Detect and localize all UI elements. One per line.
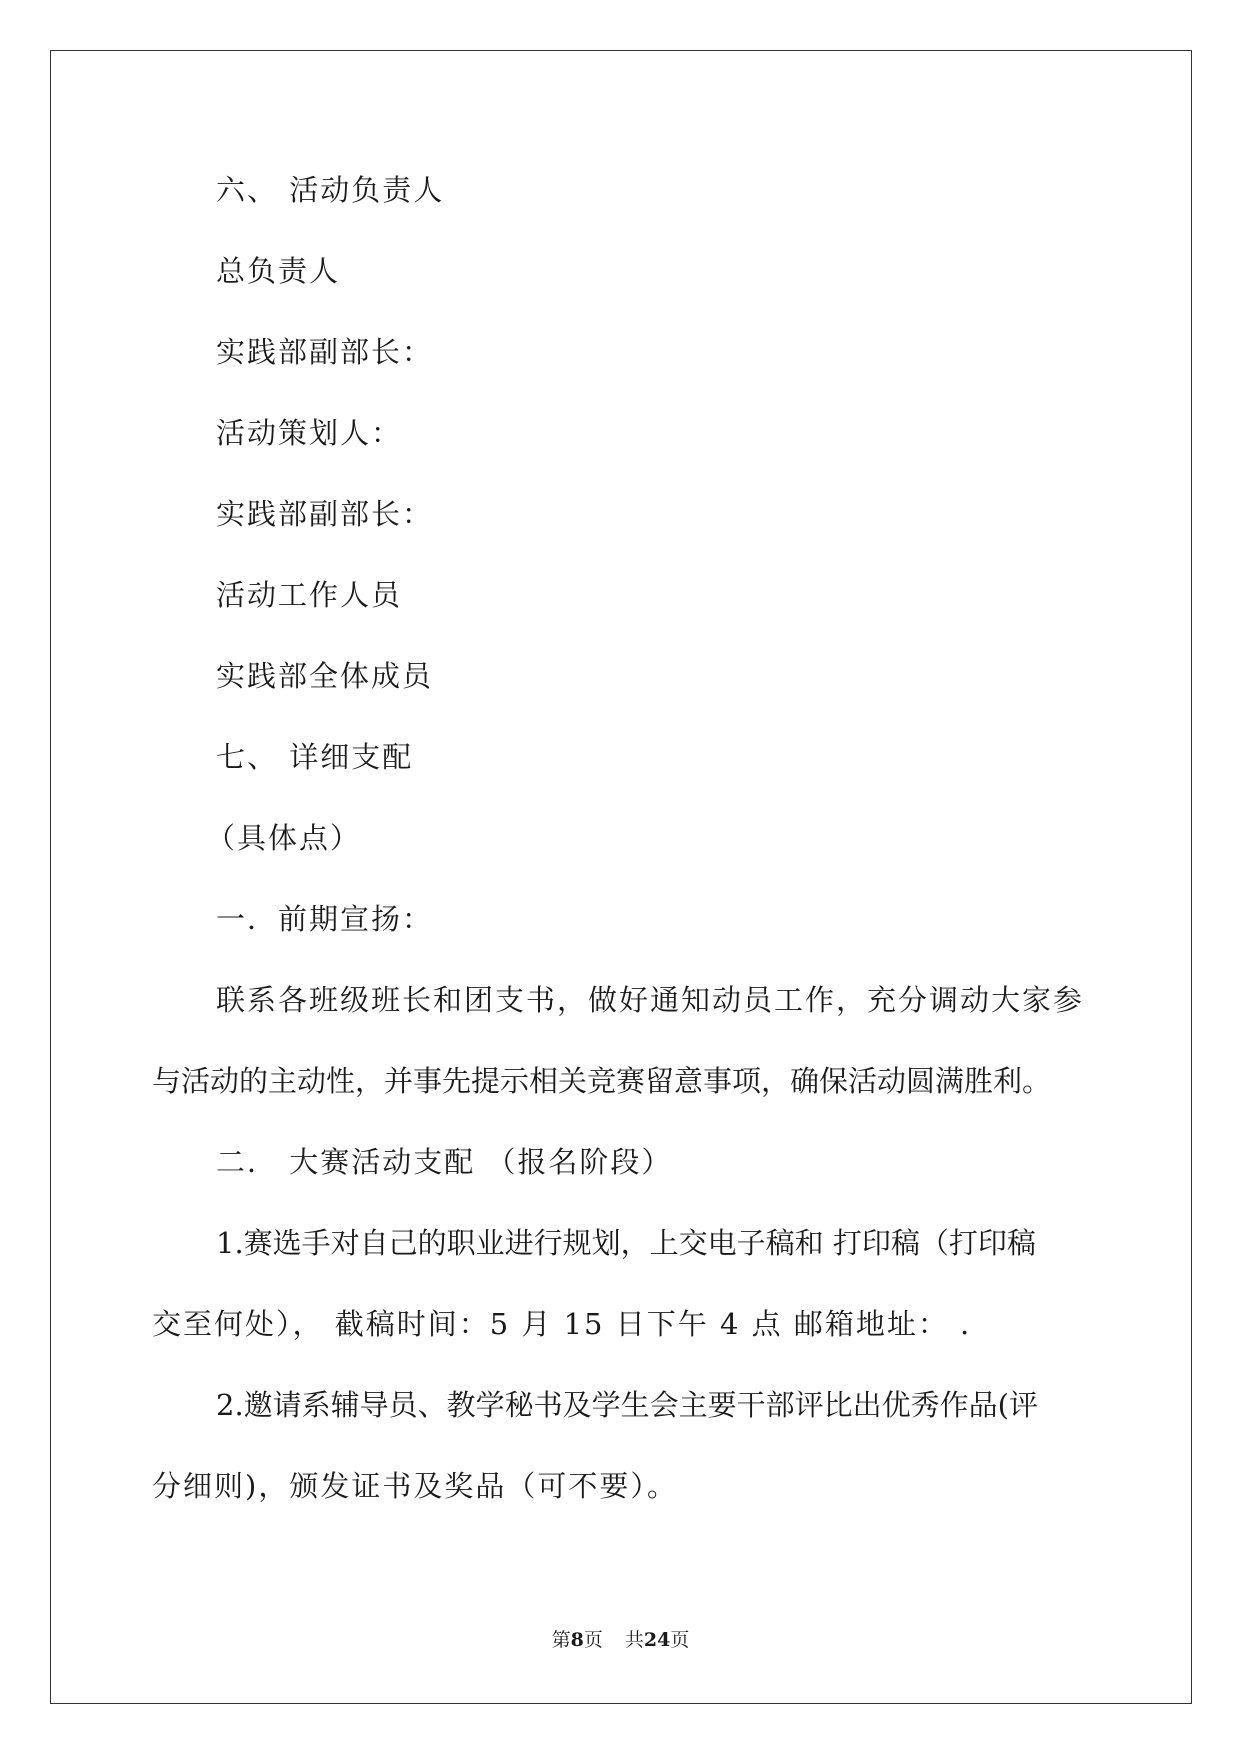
paragraph-line: 交至何处）， 截稿时间：5 月 15 日下午 4 点 邮箱地址： . [152, 1307, 972, 1341]
text-line: 实践部副部长： [216, 335, 434, 369]
footer-total-suffix: 页 [670, 1629, 690, 1651]
text-line: 实践部副部长： [216, 497, 434, 531]
subheading-1: 一．前期宣扬： [216, 902, 434, 936]
section-heading-6: 六、 活动负责人 [216, 173, 445, 207]
subheading-2: 二． 大赛活动支配 （报名阶段） [216, 1145, 673, 1179]
paragraph-line: 分细则)，颁发证书及奖品（可不要）。 [152, 1469, 678, 1503]
paragraph-line: 2.邀请系辅导员、教学秘书及学生会主要干部评比出优秀作品(评 [216, 1388, 1038, 1422]
footer-total-prefix: 共 [624, 1629, 644, 1651]
section-heading-7: 七、 详细支配 [216, 740, 414, 774]
page-border [50, 50, 1192, 1704]
text-line: 活动策划人： [216, 416, 403, 450]
footer-page-number: 8 [570, 1629, 584, 1651]
footer-total-pages: 24 [643, 1629, 671, 1651]
text-line: 活动工作人员 [216, 578, 403, 612]
paragraph-line: 联系各班级班长和团支书，做好通知动员工作，充分调动大家参 [216, 983, 1085, 1017]
page-footer [0, 1627, 1241, 1653]
text-line: 总负责人 [216, 254, 341, 288]
text-line: （具体点） [206, 821, 362, 855]
footer-page-suffix: 页 [583, 1629, 603, 1651]
footer-page-prefix: 第 [551, 1629, 571, 1651]
paragraph-line: 与活动的主动性，并事先提示相关竞赛留意事项，确保活动圆满胜利。 [152, 1064, 1052, 1098]
text-line: 实践部全体成员 [216, 659, 434, 693]
paragraph-line: 1.赛选手对自己的职业进行规划，上交电子稿和 打印稿（打印稿 [216, 1226, 1036, 1260]
